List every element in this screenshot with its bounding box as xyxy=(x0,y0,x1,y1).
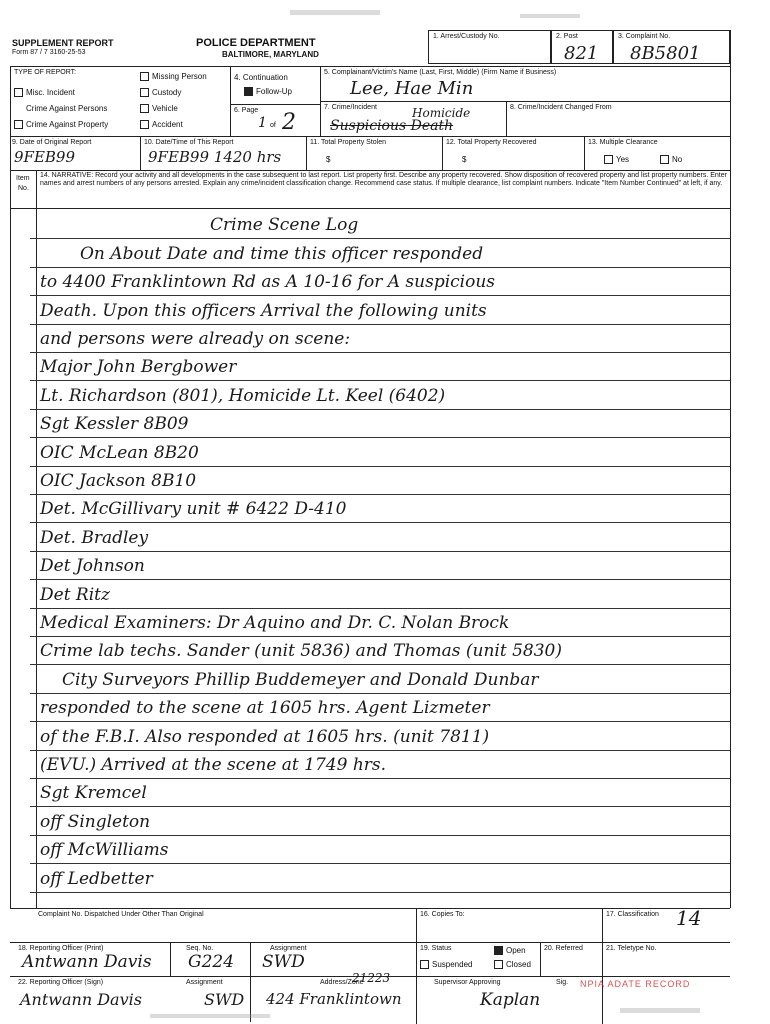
assignment2-label: Assignment xyxy=(186,979,223,986)
narrative-rule xyxy=(30,352,730,353)
complaint-label: 3. Complaint No. xyxy=(618,33,671,40)
continuation-label: 4. Continuation xyxy=(234,73,288,82)
checkbox-crime-against-persons[interactable] xyxy=(14,104,107,113)
type-of-report-label: TYPE OF REPORT: xyxy=(14,69,77,76)
crime-value-top: Homicide xyxy=(412,106,471,120)
recovered-value: $ xyxy=(462,155,467,164)
narrative-rule xyxy=(30,324,730,325)
report-date-label: 10. Date/Time of This Report xyxy=(144,139,234,146)
checkbox-missing-person[interactable] xyxy=(140,72,207,81)
clearance-label: 13. Multiple Clearance xyxy=(588,139,658,146)
narrative-rule xyxy=(30,892,730,893)
narrative-line: Medical Examiners: Dr Aquino and Dr. C. Nolan Brock xyxy=(40,613,510,633)
clearance-no-label: No xyxy=(672,155,683,164)
narrative-rule xyxy=(30,494,730,495)
complaint-value: 8B5801 xyxy=(630,43,701,64)
officer-signature: Antwann Davis xyxy=(20,990,142,1009)
narrative-line: to 4400 Franklintown Rd as A 10-16 for A suspicious xyxy=(40,272,495,293)
narrative-rule xyxy=(30,437,730,438)
narrative-title: Crime Scene Log xyxy=(210,215,359,236)
stolen-label: 11. Total Property Stolen xyxy=(310,139,387,146)
crime-value-struck: Suspicious Death xyxy=(330,118,454,134)
narrative-line: off McWilliams xyxy=(40,840,169,861)
page-of: of xyxy=(270,122,276,129)
narrative-rule xyxy=(30,664,730,665)
checkbox-continuation[interactable] xyxy=(234,73,288,82)
seq-value: G224 xyxy=(188,952,235,972)
no-label: No. xyxy=(18,185,29,192)
copies-label: 16. Copies To: xyxy=(420,911,465,918)
misc-incident-label: Misc. Incident xyxy=(26,88,75,97)
post-box xyxy=(551,30,613,64)
narrative-line: Sgt Kremcel xyxy=(40,783,147,804)
narrative-line: City Surveyors Phillip Buddemeyer and Donald Dunbar xyxy=(62,669,539,690)
classification-value: 14 xyxy=(676,906,702,930)
status-label: 19. Status xyxy=(420,945,452,952)
narrative-rule xyxy=(30,466,730,467)
crime-persons-label: Crime Against Persons xyxy=(26,104,108,113)
checkbox-clearance-no[interactable] xyxy=(660,155,682,164)
vehicle-label: Vehicle xyxy=(152,104,178,113)
victim-value: Lee, Hae Min xyxy=(350,78,474,99)
reporting-officer-value: Antwann Davis xyxy=(22,952,152,972)
narrative-heading: 14. NARRATIVE: Record your activity and all developments in the case subsequent to last report. List property first. Describe any property recovered. Show disposition of recovered property and list property numbers. Enter names and arrest numbers of any persons arrested. Explain any crime/incident classification change. Recommend case status. If multiple clearance, list complaint numbers. Indicate "Item Number Continued" at left, if any. xyxy=(40,172,727,187)
narrative-line: Lt. Richardson (801), Homicide Lt. Keel (6402) xyxy=(40,385,446,406)
stolen-value: $ xyxy=(326,155,331,164)
signature-label: 22. Reporting Officer (Sign) xyxy=(18,979,104,986)
sig-label: Sig. xyxy=(556,979,569,986)
arrest-no-label: 1. Arrest/Custody No. xyxy=(433,33,500,40)
narrative-line: OIC Jackson 8B10 xyxy=(40,471,197,491)
referred-label: 20. Referred xyxy=(544,945,583,952)
narrative-line: off Singleton xyxy=(40,811,151,832)
clearance-yes-label: Yes xyxy=(616,155,630,164)
complaint-box xyxy=(613,30,730,64)
checkbox-follow-up[interactable] xyxy=(244,87,292,96)
assignment2-value: SWD xyxy=(204,990,245,1009)
narrative-rule xyxy=(30,693,730,694)
narrative-line: Det Ritz xyxy=(40,584,110,605)
record-stamp: NPIA ADATE RECORD xyxy=(580,979,691,989)
orig-date-label: 9. Date of Original Report xyxy=(12,139,92,146)
narrative-line: Sgt Kessler 8B09 xyxy=(40,414,189,435)
narrative-rule xyxy=(30,238,730,239)
post-label: 2. Post xyxy=(556,33,578,40)
narrative-line: Crime lab techs. Sander (unit 5836) and Thomas (unit 5830) xyxy=(40,641,562,662)
report-type: SUPPLEMENT REPORT xyxy=(12,38,114,48)
narrative-rule xyxy=(30,750,730,751)
narrative-line: Det. McGillivary unit # 6422 D-410 xyxy=(40,499,347,520)
narrative-line: responded to the scene at 1605 hrs. Agent Lizmeter xyxy=(40,698,490,719)
zone-value: 21223 xyxy=(352,971,391,985)
dispatched-label: Complaint No. Dispatched Under Other Than Original xyxy=(38,911,204,918)
narrative-rule xyxy=(30,806,730,807)
address-label: Address/Zone xyxy=(320,979,364,986)
address-value: 424 Franklintown xyxy=(266,990,402,1008)
post-value: 821 xyxy=(564,43,599,64)
orig-date-value: 9FEB99 xyxy=(14,148,76,166)
checkbox-status-suspended[interactable] xyxy=(420,960,472,969)
status-suspended-label: Suspended xyxy=(432,960,473,969)
status-closed-label: Closed xyxy=(506,960,531,969)
narrative-rule xyxy=(30,409,730,410)
narrative-rule xyxy=(30,863,730,864)
narrative-line: Major John Bergbower xyxy=(40,357,237,378)
narrative-rule xyxy=(30,778,730,779)
city-name: BALTIMORE, MARYLAND xyxy=(222,50,319,59)
narrative-line: off Ledbetter xyxy=(40,868,153,889)
follow-up-label: Follow-Up xyxy=(256,87,293,96)
changed-from-label: 8. Crime/Incident Changed From xyxy=(510,104,612,111)
checkbox-status-open[interactable] xyxy=(494,946,526,955)
form-number: Form 87 / 7 3160-25-53 xyxy=(12,49,86,56)
crime-property-label: Crime Against Property xyxy=(26,120,109,129)
narrative-rule xyxy=(30,835,730,836)
custody-label: Custody xyxy=(152,88,182,97)
status-open-label: Open xyxy=(506,946,526,955)
seq-label: Seq. No. xyxy=(186,945,214,952)
narrative-line: Det Johnson xyxy=(40,556,145,577)
checkbox-accident[interactable] xyxy=(140,120,183,129)
missing-person-label: Missing Person xyxy=(152,72,207,81)
classification-label: 17. Classification xyxy=(606,911,659,918)
narrative-line: Det. Bradley xyxy=(40,527,149,548)
accident-label: Accident xyxy=(152,120,183,129)
checkbox-status-closed[interactable] xyxy=(494,960,531,969)
report-date-value: 9FEB99 1420 hrs xyxy=(148,148,282,166)
supervisor-signature: Kaplan xyxy=(480,990,541,1010)
narrative-line: (EVU.) Arrived at the scene at 1749 hrs. xyxy=(40,755,387,775)
checkbox-misc-incident[interactable] xyxy=(14,88,75,97)
supervisor-label: Supervisor Approving xyxy=(434,979,501,986)
checkbox-crime-against-property[interactable] xyxy=(14,120,108,129)
checkbox-custody[interactable] xyxy=(140,88,181,97)
page-total: 2 xyxy=(282,110,296,135)
arrest-no-box xyxy=(428,30,551,64)
narrative-line: OIC McLean 8B20 xyxy=(40,442,199,463)
narrative-rule xyxy=(30,608,730,609)
assignment-label: Assignment xyxy=(270,945,307,952)
item-label: Item xyxy=(16,175,30,182)
narrative-rule xyxy=(30,721,730,722)
narrative-line: Death. Upon this officers Arrival the following units xyxy=(40,300,487,321)
narrative-rule xyxy=(30,295,730,296)
narrative-line: On About Date and time this officer responded xyxy=(80,243,484,264)
narrative-rule xyxy=(30,267,730,268)
narrative-rule xyxy=(30,579,730,580)
checkbox-vehicle[interactable] xyxy=(140,104,178,113)
department-name: POLICE DEPARTMENT xyxy=(196,37,316,49)
reporting-officer-label: 18. Reporting Officer (Print) xyxy=(18,945,104,952)
narrative-rule xyxy=(30,380,730,381)
checkbox-clearance-yes[interactable] xyxy=(604,155,629,164)
narrative-rule xyxy=(30,522,730,523)
page-current: 1 xyxy=(258,115,267,131)
narrative-line: and persons were already on scene: xyxy=(40,329,351,349)
victim-label: 5. Complainant/Victim's Name (Last, First, Middle) (Firm Name if Business) xyxy=(324,69,557,76)
assignment-value: SWD xyxy=(262,952,305,972)
narrative-rule xyxy=(30,636,730,637)
teletype-label: 21. Teletype No. xyxy=(606,945,657,952)
narrative-line: of the F.B.I. Also responded at 1605 hrs. (unit 7811) xyxy=(40,726,490,747)
page-label: 6. Page xyxy=(234,107,259,114)
recovered-label: 12. Total Property Recovered xyxy=(446,139,537,146)
narrative-rule xyxy=(30,551,730,552)
crime-label: 7. Crime/Incident xyxy=(324,104,377,111)
